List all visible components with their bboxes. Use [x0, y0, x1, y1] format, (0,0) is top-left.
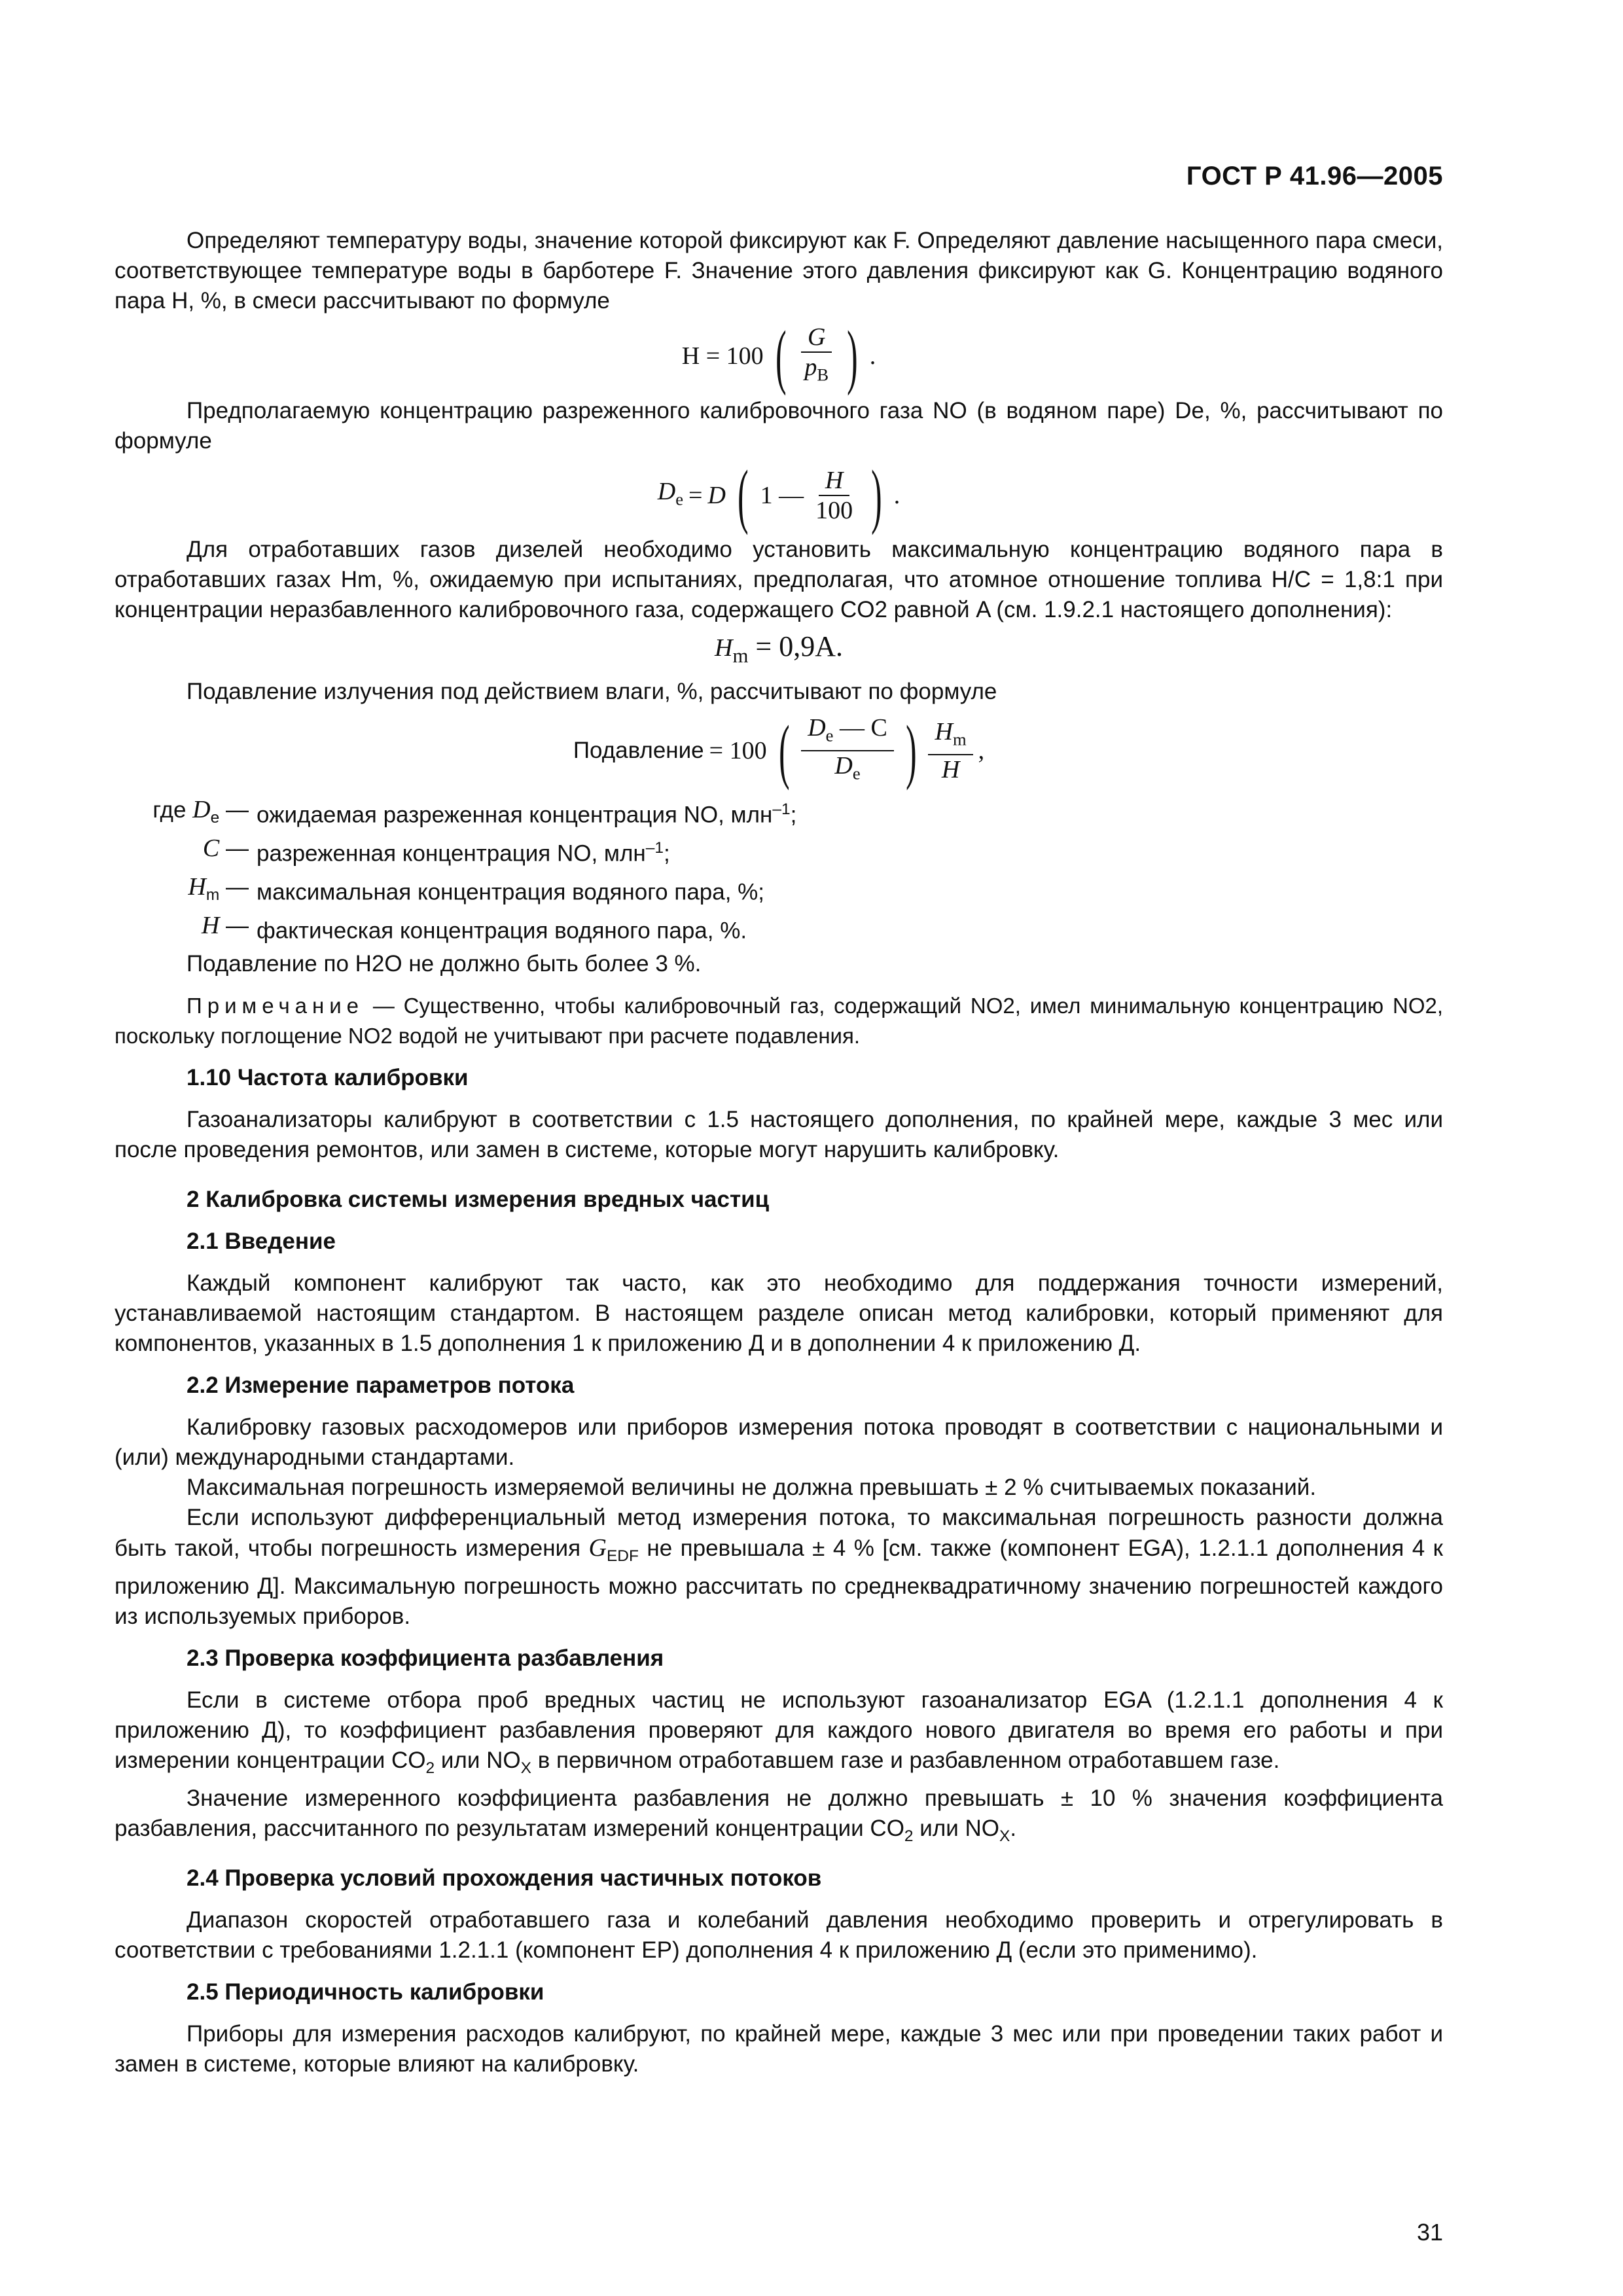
document-code-header: ГОСТ Р 41.96—2005 — [1186, 162, 1443, 190]
paragraph-quench: Подавление излучения под действием влаги, %, рассчитывают по формуле — [187, 679, 997, 705]
where-intro: где — [152, 797, 187, 823]
note — [115, 991, 1443, 1051]
section-1-10-text: Газоанализаторы калибруют в соответствии с 1.5 настоящего дополнения, по крайней мере, каждые 3 мес или после проведения ремонтов, или замен в системе, которые могут нарушить калибровку. — [115, 1106, 1443, 1162]
paragraph-diluted-concentration: Предполагаемую концентрацию разреженного калибровочного газа NO (в водяном паре) De, %, рассчитывают по формуле — [115, 397, 1443, 454]
formula-h-denominator-sub: B — [817, 365, 829, 385]
formula-h-lhs: H = 100 — [681, 342, 764, 370]
formula-quench-label: Подавление — [573, 737, 704, 763]
paragraph-water-temperature: Определяют температуру воды, значение которой фиксируют как F. Определяют давление насыщенного пара смеси, соответствующее температуре воды в барботере F. Значение этого давления фиксируют как G. Концентрацию водяного пара H, %, в смеси рассчитывают по формуле — [115, 228, 1443, 314]
formula-h-tail: . — [869, 342, 876, 370]
where-item: максимальная концентрация водяного пара, %; — [257, 879, 765, 905]
section-2-3-text-1: Если в системе отбора проб вредных частиц не используют газоанализатор EGA (1.2.1.1 дополнения 4 к приложению Д), то коэффициент разбавления проверяют для каждого нового двигателя во время его работы и при измерении концентрации $CO_2$ или $NO_X$ в первичном отработавшем газе и разбавленном отработавшем газе. — [115, 1687, 1443, 1777]
section-2-5-heading: 2.5 Периодичность калибровки — [187, 1979, 544, 2005]
formula-quench: Подавление = 100 ( $\frac{D_e — C}{D_e}$ ) $\frac{H_m}{H}$ , — [573, 710, 985, 791]
section-2-3-text-2: Значение измеренного коэффициента разбавления не должно превышать ± 10 % значения коэффициента разбавления, рассчитанного по результатам измерений концентрации $CO_2$ или $NO_X$. — [115, 1785, 1443, 1845]
section-1-10-heading: 1.10 Частота калибровки — [187, 1064, 469, 1090]
section-2-5-text: Приборы для измерения расходов калибруют, по крайней мере, каждые 3 мес или при проведении таких работ и замен в системе, которые влияют на калибровку. — [115, 2020, 1443, 2077]
section-2-2-text-3: Если используют дифференциальный метод измерения потока, то максимальная погрешность разности должна быть такой, чтобы погрешность измерения $G_{EDF}$ не превышала ± 4 % [см. также (компонент EGA), 1.2.1.1 дополнения 4 к приложению Д]. Максимальную погрешность можно рассчитать по среднеквадратичному значению погрешностей каждого из используемых приборов. — [115, 1504, 1443, 1629]
where-item: разреженная концентрация NO, млн$^{-1}$; — [257, 838, 670, 867]
page-number: 31 — [1416, 2219, 1443, 2246]
note-text: — Существенно, чтобы калибровочный газ, содержащий NO2, имел минимальную концентрацию NO2, поскольку поглощение NO2 водой не учитывают при расчете подавления. — [115, 993, 1444, 1048]
section-2-3-heading: 2.3 Проверка коэффициента разбавления — [187, 1645, 664, 1671]
formula-de-numerator: H — [819, 466, 849, 496]
section-2-4-heading: 2.4 Проверка условий прохождения частичных потоков — [187, 1865, 822, 1891]
formula-h: H = 100 ( $\frac{G}{p_B}$ ) . — [681, 315, 876, 396]
section-2-4-text: Диапазон скоростей отработавшего газа и колебаний давления необходимо проверить и отрегулировать в соответствии с требованиями 1.2.1.1 (компонент EP) дополнения 4 к приложению Д (если это применимо). — [115, 1907, 1443, 1963]
formula-de-denominator: 100 — [815, 496, 853, 524]
note-label: Примечание — [187, 993, 365, 1018]
page-content — [115, 226, 1443, 2079]
where-item: фактическая концентрация водяного пара, %. — [257, 918, 747, 944]
section-2-1-text: Каждый компонент калибруют так часто, как это необходимо для поддержания точности измерений, устанавливаемой настоящим стандартом. В настоящем разделе описан метод калибровки, который применяют для компонентов, указанных в 1.5 дополнения 1 к приложению Д и в дополнении 4 к приложению Д. — [115, 1270, 1443, 1356]
formula-h-denominator: p — [804, 353, 817, 381]
where-list: где $D_e$ — ожидаемая разреженная концентрация NO, млн$^{-1}$; C — разреженная концентрация NO, млн$^{-1}$; $H_m$ — максимальная концентрация водяного пара, %; H — фактическая концентрация водяного пара, %. — [115, 795, 1443, 949]
formula-de-one-minus: 1 — — [760, 481, 804, 509]
section-2-1-heading: 2.1 Введение — [187, 1228, 336, 1254]
section-2-2-heading: 2.2 Измерение параметров потока — [187, 1372, 575, 1398]
section-2-2-text-1: Калибровку газовых расходомеров или приборов измерения потока проводят в соответствии с национальными и (или) международными стандартами. — [115, 1414, 1443, 1470]
where-item: ожидаемая разреженная концентрация NO, млн$^{-1}$; — [257, 800, 797, 828]
section-2-heading: 2 Калибровка системы измерения вредных частиц — [187, 1186, 770, 1212]
section-2-2-text-2: Максимальная погрешность измеряемой величины не должна превышать ± 2 % считываемых показаний. — [187, 1474, 1317, 1500]
formula-h-numerator: G — [801, 323, 832, 353]
paragraph-h2o-limit: Подавление по H2O не должно быть более 3 %. — [187, 950, 702, 977]
formula-hm: $H_m = 0,9A$. — [714, 630, 843, 667]
paragraph-diesel-exhaust: Для отработавших газов дизелей необходимо установить максимальную концентрацию водяного пара в отработавших газах Hm, %, ожидаемую при испытаниях, предполагая, что атомное отношение топлива H/C = 1,8:1 при концентрации неразбавленного калибровочного газа, содержащего CO2 равной A (см. 1.9.2.1 настоящего дополнения): — [115, 536, 1443, 622]
formula-de: $D_e$ = D ( 1 — $\frac{H}{100}$ ) . — [657, 455, 901, 535]
